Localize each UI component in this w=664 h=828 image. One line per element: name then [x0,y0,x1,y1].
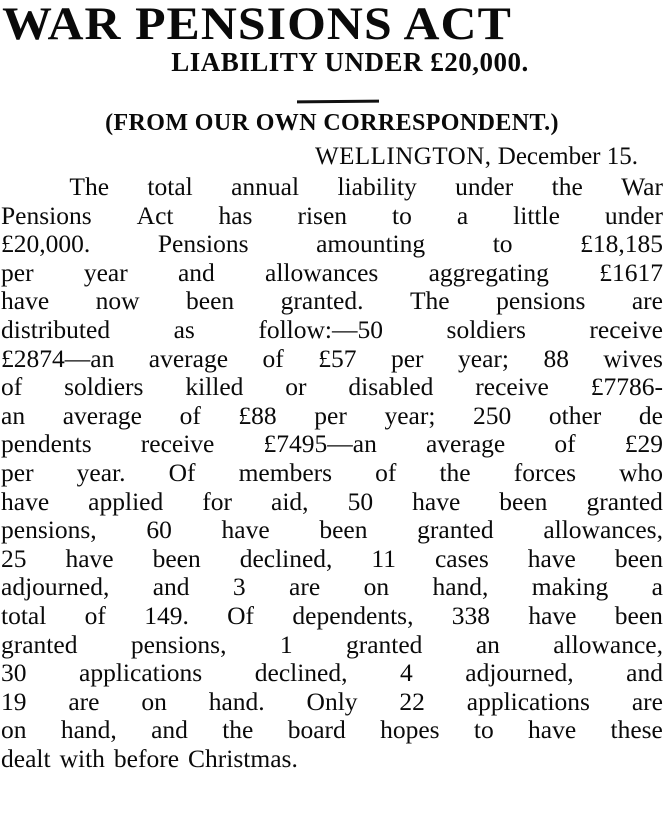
body-word: on [1,716,27,745]
body-word: total [147,173,193,202]
body-word: receive [140,430,215,459]
body-line [1,287,663,316]
body-word: 11 [371,544,396,573]
body-word: have [528,716,577,745]
body-line [1,402,663,431]
body-line [1,745,663,774]
body-word: average [62,401,142,430]
body-word: have [1,487,50,516]
body-word: been [614,544,663,573]
body-word: granted [417,516,494,545]
article-body [0,173,664,773]
body-word: 4 [400,659,413,688]
body-word: a [651,573,663,602]
body-line [1,345,663,374]
body-word: been [499,487,548,516]
body-word: soldiers [64,373,144,402]
body-word: 60 [146,516,172,545]
body-word: hand. [208,687,265,716]
body-line [1,259,663,288]
body-word: Christmas. [188,744,298,773]
body-word: soldiers [446,316,526,345]
body-word: of [262,344,284,373]
body-word: for [202,487,232,516]
body-word: hand, [432,573,489,602]
body-word: total [1,602,47,631]
body-word: been [186,287,235,316]
body-word: £20,000. [1,230,91,259]
body-line [1,716,663,745]
body-word: War [621,173,663,202]
body-word: per [314,401,347,430]
body-word: Pensions [1,201,92,230]
body-word: declined, [239,544,333,573]
body-word: to [473,716,494,745]
body-word: allowance, [553,630,663,659]
body-word: £18,185 [580,230,663,259]
body-word: 50 [347,487,374,516]
body-word: an [1,401,26,430]
body-word: disabled [348,373,434,402]
body-word: Of [168,459,196,488]
body-word: 338 [451,602,491,631]
body-word: or [285,373,307,402]
body-word: and [177,258,215,287]
body-word: £29 [624,430,663,459]
body-word: of [375,459,397,488]
body-word: year [83,258,128,287]
body-word: £7495—an [263,430,377,459]
body-word: granted [345,630,423,659]
body-word: these [610,716,663,745]
body-line [1,631,663,660]
body-word: and [626,659,663,688]
body-word: a [456,201,469,230]
dateline-place: WELLINGTON, [315,143,492,171]
body-word: been [319,516,368,545]
body-word: 25 [1,544,27,573]
body-word: as [173,316,195,345]
body-word: applications [79,659,203,688]
body-word: The [409,287,450,316]
body-word: amounting [316,230,426,259]
body-word: 3 [232,573,246,602]
body-word: Act [136,201,174,230]
body-word: 149. [144,602,189,631]
article-byline: (FROM OUR OWN CORRESPONDENT.) [105,110,559,137]
body-word: pensions [496,287,586,316]
body-word: little [513,201,560,230]
body-word: on [141,687,167,716]
body-line [1,202,663,231]
body-word: liability [337,173,417,202]
body-word: granted [586,487,663,516]
body-word: year. [76,459,126,488]
body-word: have [65,544,114,573]
body-word: dealt [1,744,51,773]
body-word: other [548,401,602,430]
body-word: to [492,230,513,259]
body-word: 30 [1,659,27,688]
body-word: average [425,430,506,459]
body-word: are [289,573,321,602]
body-word: year; [384,401,436,430]
body-line [1,373,663,402]
body-word: of [1,373,23,402]
body-word: declined, [254,659,348,688]
body-word: applied [88,487,164,516]
body-word: £57 [318,344,357,373]
body-word: under [455,173,514,202]
body-word: the [222,716,254,745]
body-word: killed [185,373,244,402]
body-word: board [287,716,346,745]
body-line [1,602,663,631]
body-line [1,573,663,602]
body-word: with [59,744,105,773]
body-word: Of [227,602,255,631]
article-subhead: LIABILITY UNDER £20,000. [171,47,529,78]
body-word: on [363,573,390,602]
body-word: allowances [265,258,379,287]
body-word: granted [1,630,78,659]
body-word: been [152,544,201,573]
body-word: follow:—50 [258,316,384,345]
body-word: cases [434,544,489,573]
body-word: £2874—an [1,344,115,373]
article-headline: WAR PENSIONS ACT [2,0,512,50]
body-word: The [69,173,110,202]
article-dateline [0,143,664,171]
body-word: are [68,687,100,716]
body-word: receive [475,373,549,402]
body-word: Pensions [157,230,249,259]
body-word: dependents, [292,602,414,631]
body-word: per [1,459,34,488]
body-word: 22 [399,687,425,716]
body-word: pensions, [130,630,227,659]
body-word: and [152,573,190,602]
body-word: under [604,201,663,230]
body-word: de [638,401,663,430]
body-word: wives [603,344,663,373]
body-line [1,488,663,517]
body-line [1,516,663,545]
body-word: 19 [1,687,27,716]
body-word: £88 [238,401,277,430]
body-word: £1617 [599,258,663,287]
body-word: annual [231,173,300,202]
body-word: pendents [1,430,92,459]
body-word: who [619,459,663,488]
body-word: hopes [380,716,440,745]
body-line [1,659,663,688]
body-word: £7786- [590,373,663,402]
body-word: of [84,602,106,631]
body-word: of [179,401,201,430]
body-word: the [439,459,471,488]
body-line [1,230,663,259]
body-word: Only [306,687,358,716]
body-word: forces [513,459,576,488]
body-word: are [631,287,663,316]
body-line [1,545,663,574]
body-word: have [1,287,50,316]
body-word: an [475,630,500,659]
body-word: the [551,173,583,202]
body-word: distributed [1,316,111,345]
body-word: average [148,344,229,373]
body-word: granted. [280,287,364,316]
body-word: 88 [543,344,569,373]
dateline-date: December 15. [497,143,638,171]
body-word: per [390,344,424,373]
body-word: before [113,744,180,773]
body-word: adjourned, [465,659,574,688]
body-word: have [527,544,576,573]
body-word: to [392,201,412,230]
body-word: allowances, [543,516,663,545]
body-line [1,430,663,459]
body-word: are [631,687,663,716]
body-word: pensions, [1,516,97,545]
body-line [1,688,663,717]
ornament-divider-container [0,90,664,100]
body-word: have [528,602,577,631]
body-word: 1 [279,630,293,659]
body-line [1,173,663,202]
body-word: members [238,459,333,488]
body-word: have [221,516,270,545]
body-word: now [95,287,140,316]
body-line [1,316,663,345]
body-word: aid, [271,487,309,516]
body-word: and [151,716,188,745]
body-word: has [218,201,253,230]
body-word: hand, [60,716,117,745]
body-word: year; [458,344,509,373]
body-word: aggregating [428,258,549,287]
body-word: risen [297,201,348,230]
body-word: receive [589,316,663,345]
body-word: making [531,573,609,602]
horizontal-rule-ornament [297,100,379,104]
body-word: been [614,602,663,631]
body-word: of [554,430,576,459]
body-word: adjourned, [1,573,110,602]
body-word: per [1,258,34,287]
body-word: have [412,487,461,516]
body-word: applications [466,687,590,716]
body-word: 250 [473,401,512,430]
body-line [1,459,663,488]
